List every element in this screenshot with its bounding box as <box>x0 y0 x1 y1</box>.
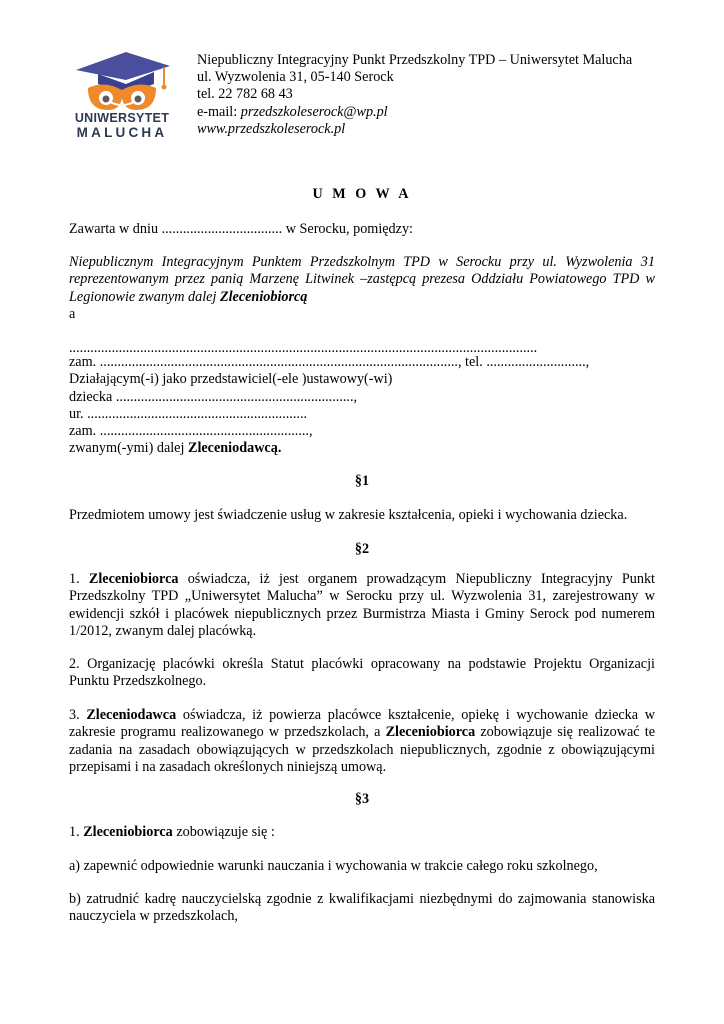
s2p1-number: 1. <box>69 571 89 587</box>
fill-line: .................................................................................................................................... <box>69 340 538 356</box>
section3-item-a: a) zapewnić odpowiednie warunki nauczania i wychowania w trakcie całego roku szkolnego, <box>69 858 598 874</box>
and-word: a <box>69 306 76 322</box>
representative-line: Działającym(-i) jako przedstawiciel(-ele )ustawowy(-wi) <box>69 371 393 387</box>
section2-heading: §2 <box>354 541 370 557</box>
named-prefix: zwanym(-ymi) dalej <box>69 440 188 456</box>
email-link[interactable]: przedszkoleserock@wp.pl <box>240 103 388 120</box>
named-line <box>69 440 655 457</box>
letterhead <box>197 52 632 138</box>
section3-item-b: b) zatrudnić kadrę nauczycielską zgodnie z kwalifikacjami niezbędnymi do zajmowania stanowiska nauczyciela w przedszkolach, <box>69 891 655 925</box>
logo-text-line1: UNIWERSYTET <box>74 111 170 125</box>
address-phone-line: zam. ....................................................................................................., tel. ............................, <box>69 354 590 370</box>
section2-paragraph3 <box>69 707 655 777</box>
named-bold: Zleceniodawcą. <box>187 440 282 456</box>
party1-text: Niepublicznym Integracyjnym Punktem Przedszkolnym TPD w Serocku przy ul. Wyzwolenia 31 reprezentowanym przez panią Marzenę Litwinek –zastępcą prezesa Oddziału Powiatowego TPD w Legionowie zwanym dalej <box>69 254 655 305</box>
uniwersytet-malucha-logo <box>70 50 174 144</box>
s2p3-bold1: Zleceniodawca <box>86 707 177 723</box>
section2-paragraph2: 2. Organizację placówki określa Statut placówki opracowany na podstawie Projektu Organizacji Punktu Przedszkolnego. <box>69 656 655 690</box>
section3-paragraph1 <box>69 824 655 841</box>
website-link[interactable]: www.przedszkoleserock.pl <box>197 120 346 137</box>
s2p1-text: oświadcza, iż jest organem prowadzącym Niepubliczny Integracyjny Punkt Przedszkolny TPD „Uniwersytet Malucha” w Serocku przy ul. Wyzwolenia 31, zarejestrowany w ewidencji szkół i placówek niepublicznych przez Burmistrza Miasta i Gminy Serock pod numerem 1/2012, zwanym dalej placówką. <box>69 571 656 640</box>
residence-line: zam. ..........................................................., <box>69 423 313 439</box>
section1-heading: §1 <box>354 473 370 489</box>
institution-name: Niepubliczny Integracyjny Punkt Przedszkolny TPD – Uniwersytet Malucha <box>197 52 633 68</box>
party1-bold: Zleceniobiorcą <box>219 288 308 305</box>
s2p3-text2: zobowiązuje się realizować te zadania na zasadach obowiązujących w przedszkolach niepublicznych, zgodnie z obowiązującymi przepisami i na zasadach określonych niniejszą umową. <box>69 724 655 776</box>
s3p1-text: zobowiązuje się : <box>172 824 275 840</box>
institution-address: ul. Wyzwolenia 31, 05-140 Serock <box>197 69 394 86</box>
section1-text: Przedmiotem umowy jest świadczenie usług w zakresie kształcenia, opieki i wychowania dziecka. <box>69 507 628 523</box>
section3-heading: §3 <box>354 791 370 807</box>
logo-text-line2: MALUCHA <box>76 125 168 140</box>
birth-line: ur. .............................................................. <box>69 406 308 422</box>
concluded-line: Zawarta w dniu .................................. w Serocku, pomiędzy: <box>69 221 413 237</box>
owl-graduation-cap-icon <box>70 50 174 112</box>
institution-email-line <box>197 104 632 121</box>
s3p1-bold: Zleceniobiorca <box>83 824 173 840</box>
s2p3-number: 3. <box>69 707 87 723</box>
s3p1-number: 1. <box>69 824 84 840</box>
s2p3-bold2: Zleceniobiorca <box>385 724 476 741</box>
s2p1-bold: Zleceniobiorca <box>88 571 179 587</box>
institution-phone: tel. 22 782 68 43 <box>197 86 293 103</box>
party1-paragraph <box>69 254 655 306</box>
s2p3-text1: oświadcza, iż powierza placówce kształcenie, opiekę i wychowanie dziecka w zakresie programu realizowanego w przedszkolach, a <box>69 707 656 741</box>
document-title: U M O W A <box>312 186 412 202</box>
email-label: e-mail: <box>197 103 241 120</box>
child-line: dziecka ..................................................................., <box>69 389 358 405</box>
section2-paragraph1 <box>69 571 655 641</box>
